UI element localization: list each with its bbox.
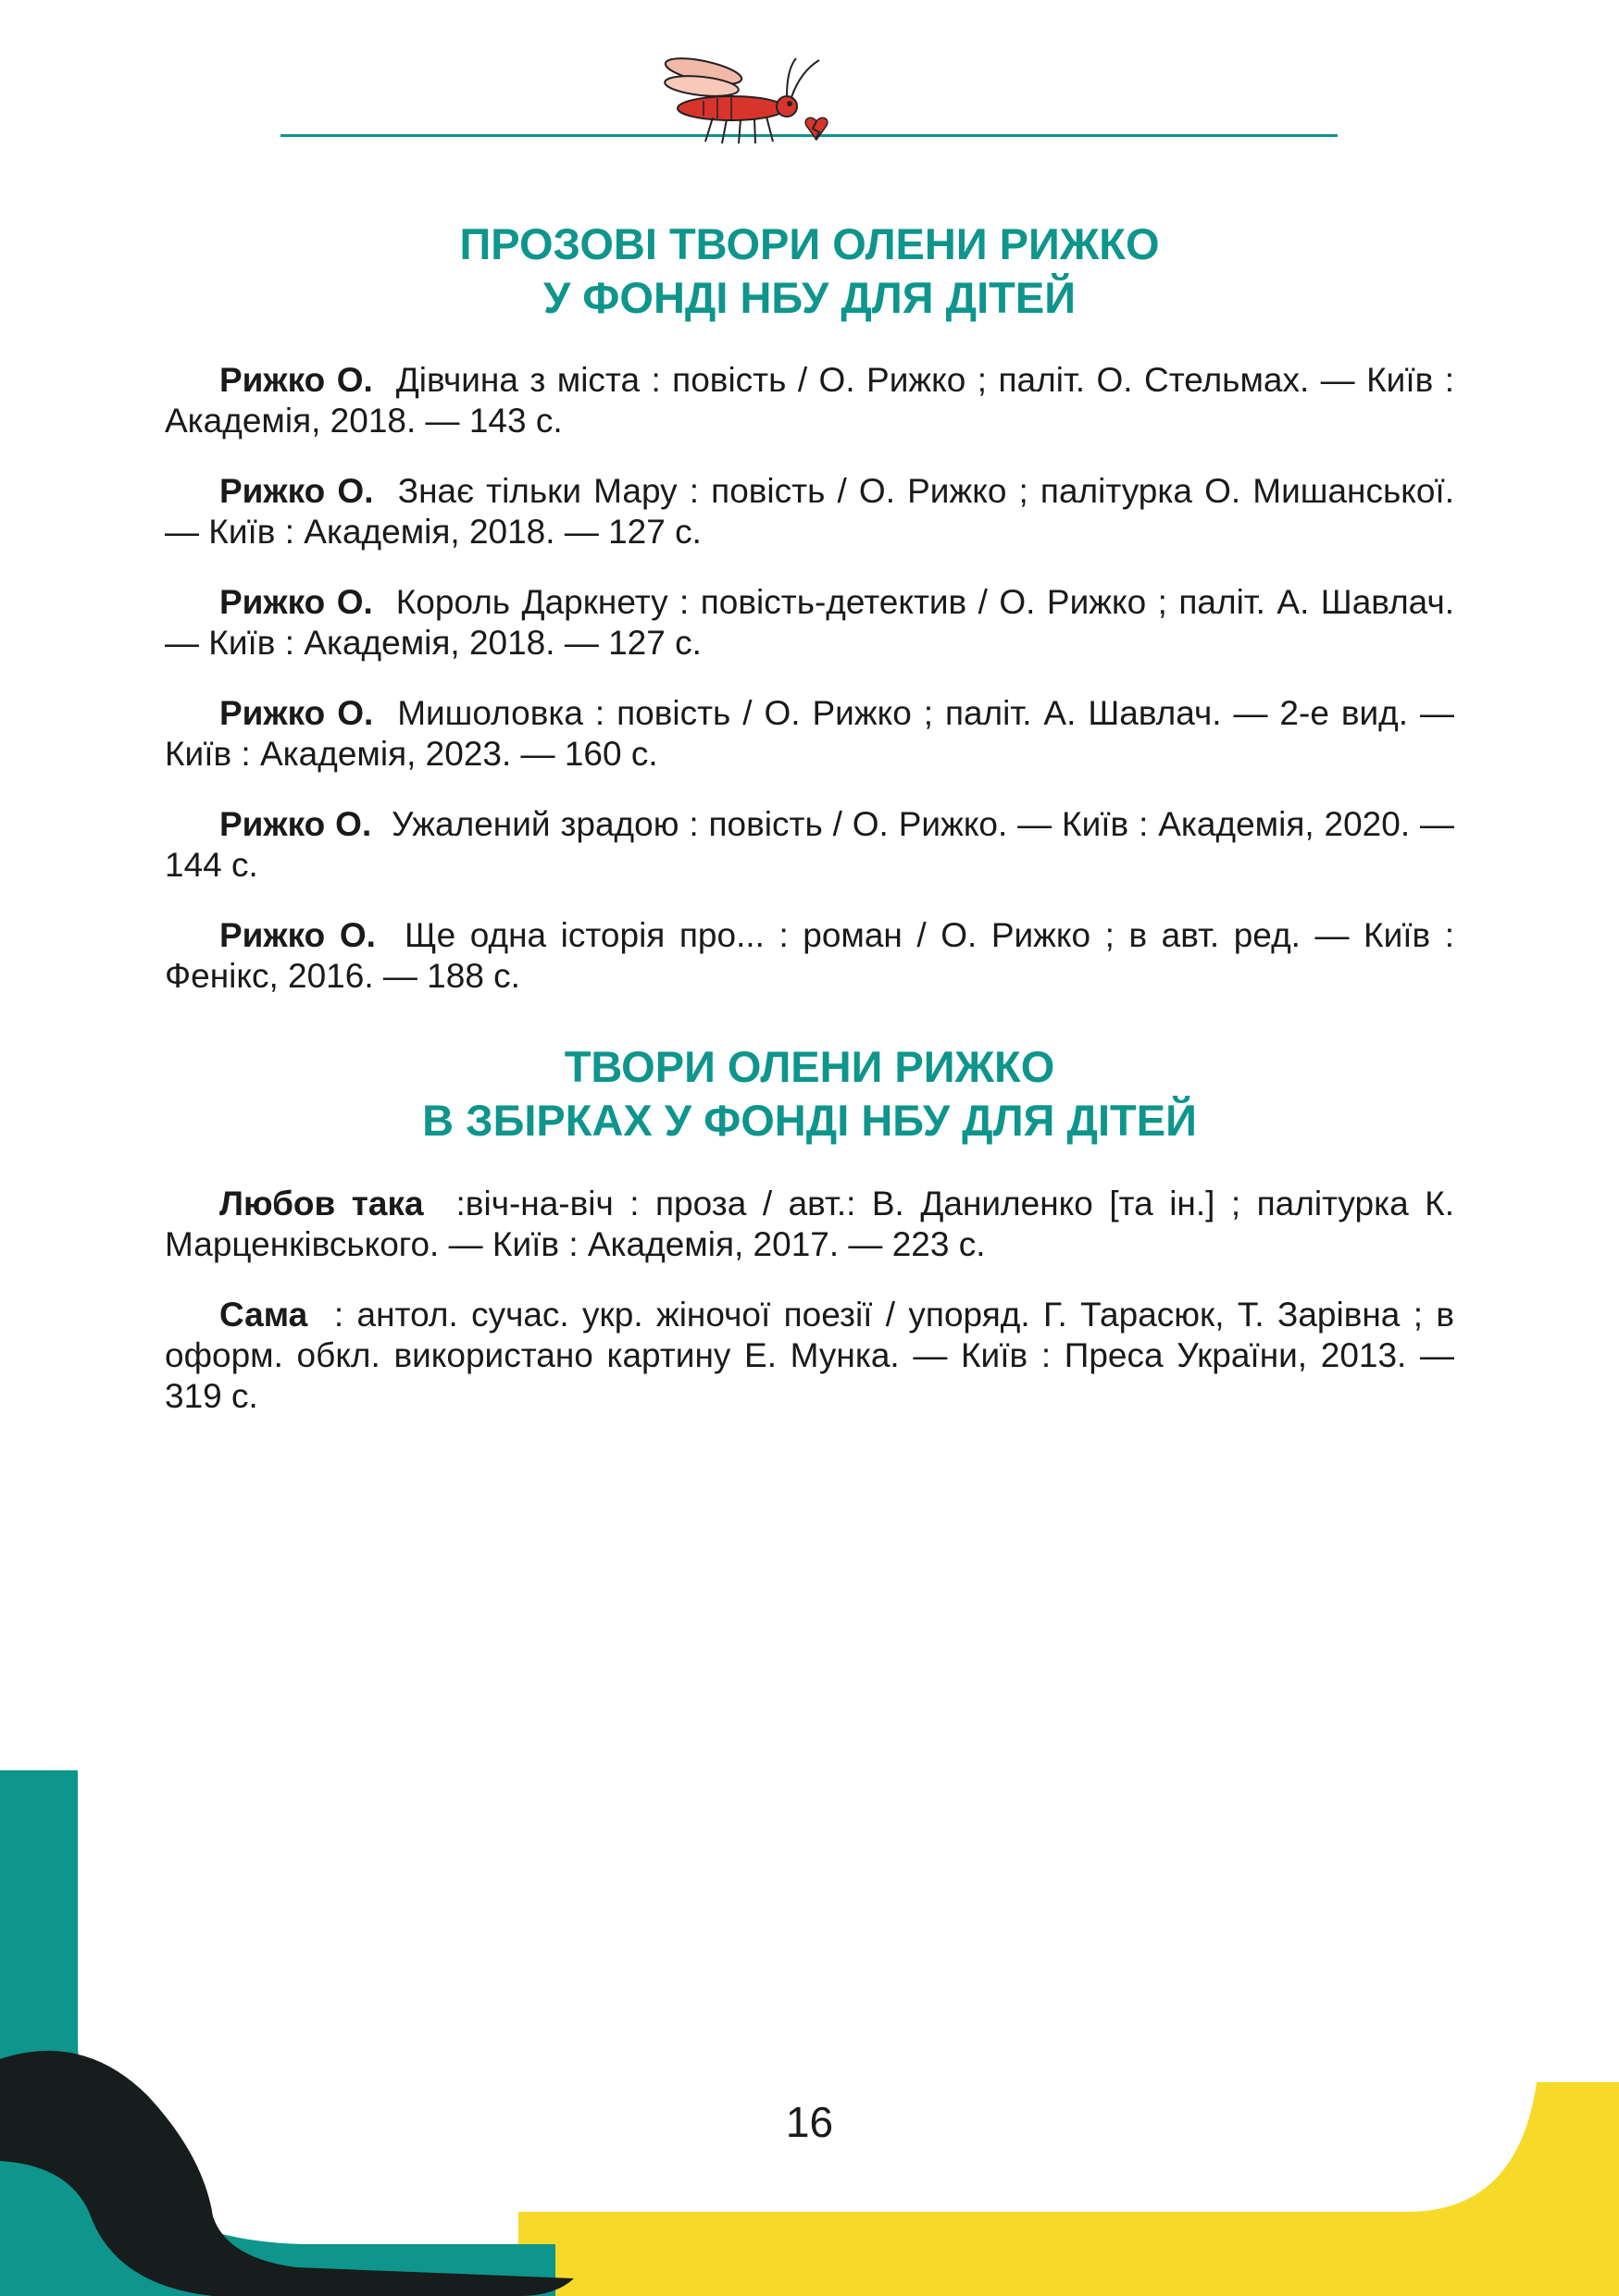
mosquito-icon bbox=[648, 51, 852, 162]
section1-title-line2: У ФОНДІ НБУ ДЛЯ ДІТЕЙ bbox=[542, 273, 1077, 322]
entry-author: Рижко О. bbox=[219, 916, 376, 954]
page-number: 16 bbox=[785, 2098, 834, 2146]
entry-text: Мишоловка : повість / О. Рижко ; паліт. А. Шавлач. — 2-е вид. — Київ : Академія, 2023. — 160 с. bbox=[165, 694, 1454, 773]
entry-author: Рижко О. bbox=[219, 361, 373, 399]
entry-text: Король Даркнету : повість-детектив / О. Рижко ; паліт. А. Шавлач. — Київ : Академія, 2018. — 127 с. bbox=[165, 583, 1455, 662]
entry-author: Рижко О. bbox=[219, 472, 374, 510]
bibliography-entry bbox=[165, 804, 1454, 886]
section2-title bbox=[0, 1040, 1619, 1148]
entry-author: Рижко О. bbox=[219, 583, 373, 621]
bibliography-entry bbox=[165, 1184, 1454, 1265]
entry-text: Ужалений зрадою : повість / О. Рижко. — Київ : Академія, 2020. — 144 с. bbox=[165, 805, 1455, 884]
broken-heart-icon bbox=[805, 118, 828, 140]
entry-author: Любов така bbox=[219, 1185, 424, 1222]
bottom-decoration bbox=[0, 1758, 1619, 2296]
section1-title bbox=[0, 217, 1619, 325]
entry-text: Дівчина з міста : повість / О. Рижко ; паліт. О. Стельмах. — Київ : Академія, 2018. — 143 с. bbox=[165, 361, 1454, 440]
bibliography-entry bbox=[165, 693, 1454, 775]
entry-author: Сама bbox=[219, 1296, 308, 1334]
entry-author: Рижко О. bbox=[219, 694, 374, 732]
entry-text: Ще одна історія про... : роман / О. Рижко ; в авт. ред. — Київ : Фенікс, 2016. — 188 с. bbox=[165, 916, 1454, 995]
bibliography-entry bbox=[165, 582, 1454, 664]
entry-author: Рижко О. bbox=[219, 805, 372, 843]
section2-title-line2: В ЗБІРКАХ У ФОНДІ НБУ ДЛЯ ДІТЕЙ bbox=[422, 1096, 1197, 1145]
entry-text: Знає тільки Мару : повість / О. Рижко ; палітурка О. Мишанської. — Київ : Академія, 2018. — 127 с. bbox=[165, 472, 1454, 551]
section2-title-line1: ТВОРИ ОЛЕНИ РИЖКО bbox=[564, 1042, 1055, 1091]
bibliography-entry bbox=[165, 915, 1454, 997]
bibliography-entry bbox=[165, 471, 1454, 552]
bibliography-entry bbox=[165, 1295, 1454, 1417]
teal-shape bbox=[0, 1770, 555, 2296]
entry-text: : антол. сучас. укр. жіночої поезії / упоряд. Г. Тарасюк, Т. Зарівна ; в оформ. обкл. використано картину Е. Мунка. — Київ : Преса України, 2013. — 319 с. bbox=[165, 1296, 1455, 1415]
section1-title-line1: ПРОЗОВІ ТВОРИ ОЛЕНИ РИЖКО bbox=[459, 219, 1160, 268]
bibliography-entry bbox=[165, 360, 1454, 441]
entry-text: :віч-на-віч : проза / авт.: В. Даниленко [та ін.] ; палітурка К. Марценківського. — Київ : Академія, 2017. — 223 с. bbox=[165, 1185, 1454, 1263]
